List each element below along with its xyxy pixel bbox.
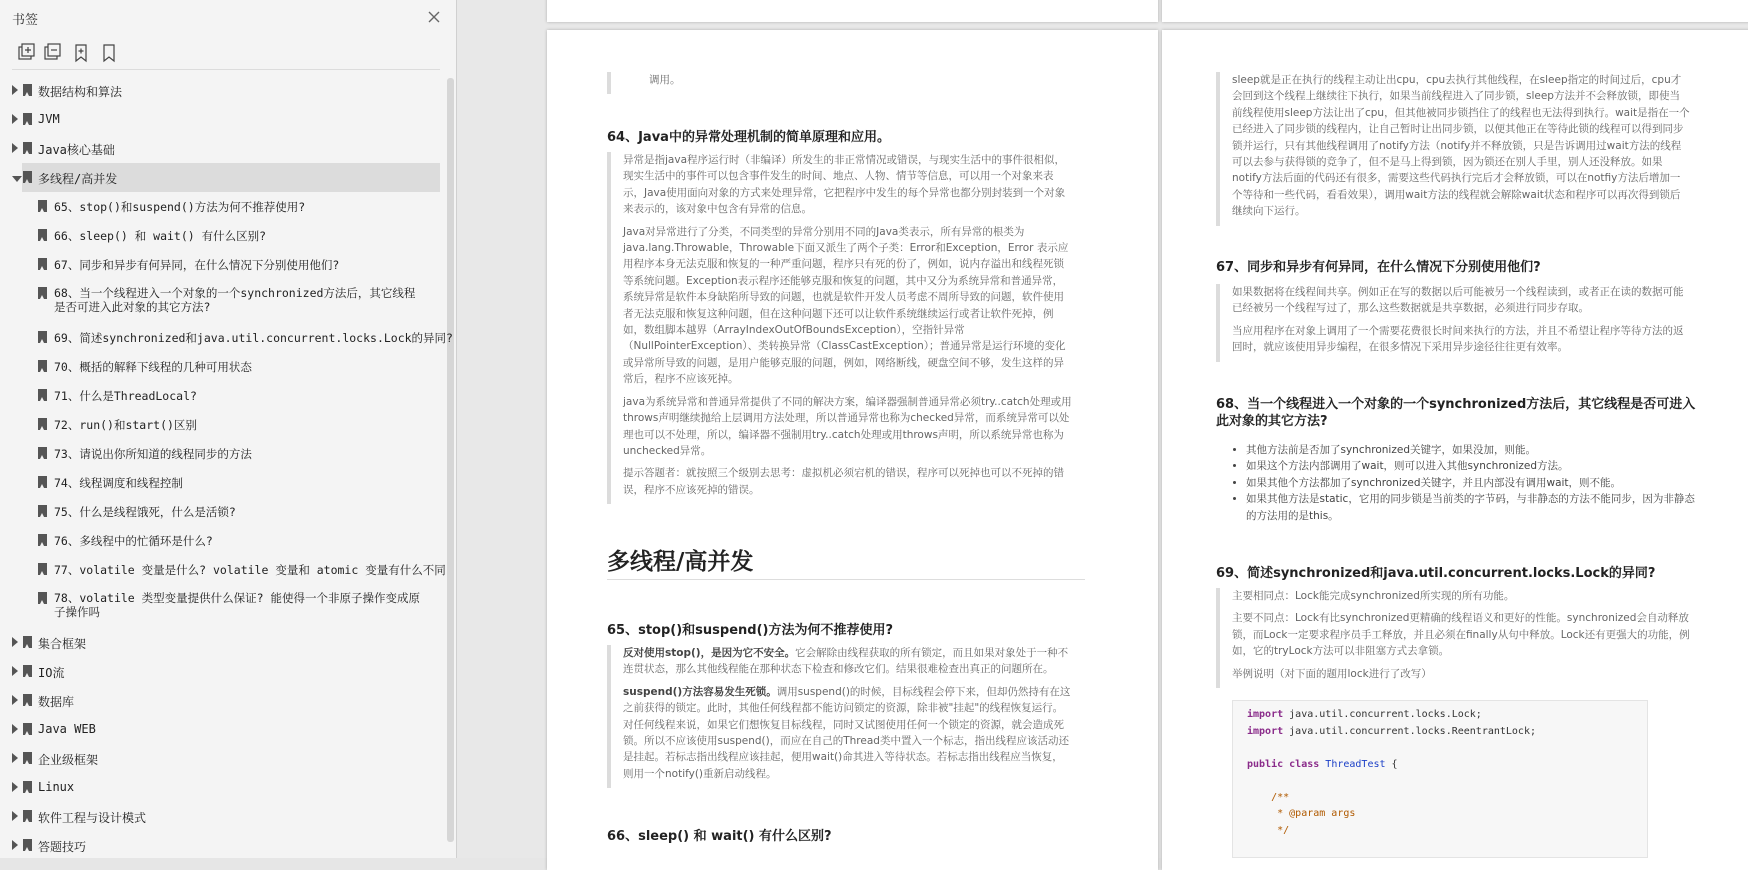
code-text: { [1391,758,1398,770]
bookmark-icon [38,258,47,270]
close-icon[interactable] [424,7,444,27]
bookmark-item[interactable] [0,715,446,744]
bookmark-icon [23,723,32,735]
paragraph: 当应用程序在对象上调用了一个需要花费很长时间来执行的方法，并且不希望让程序等待方法的返回时，就应该使用异步编程，在很多情况下采用异步途径往往更有效率。 [1232,324,1684,354]
code-keyword: import [1247,709,1284,720]
bookmark-icon [23,839,32,851]
bookmark-item[interactable] [0,657,446,686]
bookmark-label: 74、线程调度和线程控制 [54,476,183,490]
code-keyword: import [1247,725,1284,737]
code-text: java.util.concurrent.locks.ReentrantLock; [1289,725,1536,737]
bookmark-child-item[interactable] [0,468,446,497]
code-text: java.util.concurrent.locks.Lock; [1289,709,1482,720]
bookmark-label: 数据库 [38,695,75,709]
paragraph: 主要不同点：Lock有比synchronized更精确的线程语义和更好的性能。synchronized会自动释放锁，而Lock一定要求程序员手工释放，并且必须在finally从句中释放。Lock还有更强大的功能，例如，它的tryLock方法可以非阻塞方式去拿锁。 [1232,612,1690,658]
paragraph: sleep就是正在执行的线程主动让出cpu，cpu去执行其他线程，在sleep指定的时间过后，cpu才会回到这个线程上继续往下执行，如果当前线程进入了同步锁，sleep方法并不会释放锁，即使当前线程使用sleep方法让出了cpu，但其他被同步锁挡住了的线程也无法得到执行。wait是指在一个已经进入了同步锁的线程内，让自己暂时让出同步锁，以便其他正在等待此锁的线程可以得到同步锁并运行，只有其他线程调用了notify方法（notify并不释放锁，只是告诉调用过wait方法的线程可以去参与获得锁的竞争了，但不是马上得到锁，因为锁还在别人手里，别人还没释放。如果notify方法后面的代码还有很多，需要这些代码执行完后才会释放锁，可以在notfiy方法后增加一个等待和一些代码，看看效果），调用wait方法的线程就会解除wait状态和程序可以再次得到锁后继续向下运行。 [1232,74,1690,218]
collapse-all-icon[interactable] [41,42,63,64]
paragraph [623,645,1073,678]
bookmark-label: 多线程/高并发 [38,172,118,186]
bookmark-icon [38,389,47,401]
bookmark-icon [23,171,32,183]
bookmark-label: 71、什么是ThreadLocal? [54,389,197,403]
bookmark-label: 77、volatile 变量是什么? volatile 变量和 atomic 变量有什么不同 [54,563,446,577]
heading-66: 66、sleep() 和 wait() 有什么区别? [607,829,832,844]
bookmark-icon [38,592,47,604]
expand-arrow-icon[interactable] [12,811,18,821]
bookmark-child-item[interactable] [0,526,446,555]
text: 调用suspend()的时候，目标线程会停下来，但却仍然持有在这之前获得的锁定。此时，其他任何线程都不能访问锁定的资源，除非被"挂起"的线程恢复运行。对任何线程来说，如果它们想恢复目标线程，同时又试图使用任何一个锁定的资源，就会造成死锁。所以不应该使用suspend()，而应在自己的Thread类中置入一个标志，指出线程应该活动还是挂起。若标志指出线程应该挂起，便用wait()命其进入等待状态。若标志指出线程应当恢复，则用一个notify()重新启动线程。 [623,685,1071,780]
bookmark-label: Linux [38,780,75,794]
list-item: • 如果其他方法是static，它用的同步锁是当前类的字节码，与非静态的方法不能同步，因为非静态的方法用的是this。 [1246,491,1698,524]
bookmark-icon [38,418,47,430]
bookmarks-toolbar [0,38,456,68]
code-comment: * @param args [1271,808,1356,819]
section-divider [607,579,1085,580]
bookmark-icon [38,360,47,372]
bookmark-icon [23,84,32,96]
blockquote-69 [1216,588,1690,688]
document-page-right [1162,30,1748,870]
bookmark-icon [38,200,47,212]
bookmark-label: IO流 [38,666,65,680]
bookmark-child-item[interactable] [0,323,453,352]
bookmark-icon [23,752,32,764]
previous-page-left [547,0,1158,22]
expand-arrow-icon[interactable] [12,114,18,124]
bookmark-icon [38,447,47,459]
expand-arrow-icon[interactable] [12,85,18,95]
bookmark-item[interactable] [0,831,446,858]
bookmark-tree [0,76,453,858]
bookmarks-header [0,0,456,34]
bold-text: 反对使用stop()，是因为它不安全。 [623,647,796,659]
toolbar-divider [12,69,440,70]
heading-69: 69、简述synchronized和java.util.concurrent.locks.Lock的异同? [1216,566,1656,581]
code-comment: */ [1271,824,1290,836]
expand-all-icon[interactable] [15,42,37,64]
bullet-list-68 [1228,442,1698,524]
paragraph: java为系统异常和普通异常提供了不同的解决方案，编译器强制普通异常必须try..catch处理或用throws声明继续抛给上层调用方法处理，所以普通异常也称为checked异常，而系统异常可以处理也可以不处理，所以，编译器不强制用try..catch处理或用throws声明，所以系统异常也称为unchecked异常。 [623,395,1072,457]
expand-arrow-icon[interactable] [12,840,18,850]
paragraph: 主要相同点：Lock能完成synchronized所实现的所有功能。 [1232,590,1515,602]
bookmark-icon [38,229,47,241]
paragraph: 举例说明（对下面的题用lock进行了改写） [1232,667,1432,680]
text: 它会解除由线程获取的所有锁定，而且如果对象处于一种不连贯状态，那么其他线程能在那种状态下检查和修改它们。结果很难检查出真正的问题所在。 [623,647,1069,676]
heading-65: 65、stop()和suspend()方法为何不推荐使用? [607,623,894,638]
bookmark-label: 66、sleep() 和 wait() 有什么区别? [54,229,267,243]
bookmark-label: 软件工程与设计模式 [38,811,147,825]
paragraph: Java对异常进行了分类，不同类型的异常分别用不同的Java类表示，所有异常的根类为java.lang.Throwable，Throwable下面又派生了两个子类：Error和Exception，Error 表示应用程序本身无法克服和恢复的一种严重问题，程序只有死的份了，例如，说内存溢出和线程死锁等系统问题。Exception表示程序还能够克服和恢复的问题，其中又分为系统异常和普通异常，系统异常是软件本身缺陷所导致的问题，也就是软件开发人员考虑不周所导致的问题，软件使用者无法克服和恢复这种问题，但在这种问题下还可以让软件系统继续运行或者让软件死掉，例如，数组脚本越界（ArrayIndexOutOfBoundsException），空指针异常（NullPointerException）、类转换异常（ClassCastException）；普通异常是运行环境的变化或异常所导致的问题，是用户能够克服的问题，例如，网络断线，硬盘空间不够，发生这样的异常后，程序不应该死掉。 [623,225,1069,386]
expand-arrow-icon[interactable] [12,143,18,153]
expand-arrow-icon[interactable] [12,724,18,734]
bookmark-label: JVM [38,112,60,126]
expand-arrow-icon[interactable] [12,637,18,647]
add-bookmark-icon[interactable] [70,42,92,64]
expand-arrow-icon[interactable] [12,753,18,763]
bookmark-item[interactable] [0,628,446,657]
blockquote [607,72,1069,94]
bookmark-item[interactable] [0,773,446,802]
heading-64: 64、Java中的异常处理机制的简单原理和应用。 [607,130,890,145]
code-comment: /** [1271,791,1290,803]
section-title: 多线程/高并发 [607,549,754,575]
document-page-left [547,30,1158,870]
bookmark-label: 73、请说出你所知道的线程同步的方法 [54,447,252,461]
bookmark-icon [23,810,32,822]
bookmark-label: 70、概括的解释下线程的几种可用状态 [54,360,252,374]
bookmark-label: Java WEB [38,722,96,736]
bookmark-child-item[interactable] [0,439,446,468]
heading-68: 68、当一个线程进入一个对象的一个synchronized方法后，其它线程是否可进入此对象的其它方法? [1216,397,1696,429]
bookmark-item[interactable] [0,686,446,715]
bookmark-item[interactable] [0,134,446,163]
previous-page-right [1162,0,1748,22]
bookmarks-title: 书签 [12,13,39,28]
bookmark-label: 69、简述synchronized和java.util.concurrent.locks.Lock的异同? [54,331,453,345]
code-keyword: class [1289,758,1320,770]
bookmark-icon[interactable] [98,42,120,64]
bookmark-icon [38,563,47,575]
list-item: • 如果其他个方法都加了synchronized关键字，并且内部没有调用wait，则不能。 [1246,475,1698,491]
bookmark-label: 答题技巧 [38,840,87,854]
paragraph: 如果数据将在线程间共享。例如正在写的数据以后可能被另一个线程读到，或者正在读的数据可能已经被另一个线程写过了，那么这些数据就是共享数据，必须进行同步存取。 [1232,286,1684,315]
bookmark-label: 76、多线程中的忙循环是什么? [54,534,213,548]
bookmark-icon [38,476,47,488]
bookmark-item[interactable] [0,105,446,134]
bookmark-icon [23,113,32,125]
paragraph: 提示答题者：就按照三个级别去思考：虚拟机必须宕机的错误，程序可以死掉也可以不死掉的错误，程序不应该死掉的错误。 [623,467,1064,496]
bookmark-icon [23,142,32,154]
bookmark-child-item[interactable] [0,381,446,410]
bookmark-label: 数据结构和算法 [38,85,123,99]
document-viewport[interactable] [457,0,1748,858]
expand-arrow-icon[interactable] [12,666,18,676]
bookmark-child-item[interactable] [0,352,446,381]
blockquote-64 [607,152,1073,504]
bold-text: suspend()方法容易发生死锁。 [623,685,777,698]
bookmark-icon [23,665,32,677]
bookmark-item-selected-wrap [0,163,446,192]
bookmark-label: Java核心基础 [38,143,115,157]
collapse-arrow-icon[interactable] [12,176,22,182]
bookmark-icon [38,505,47,517]
quote-text: 调用。 [649,74,681,86]
blockquote-67 [1216,284,1690,362]
bookmark-child-item[interactable] [0,410,446,439]
heading-67: 67、同步和异步有何异同，在什么情况下分别使用他们? [1216,260,1541,275]
bookmark-child-item[interactable] [0,279,446,323]
paragraph: 异常是指java程序运行时（非编译）所发生的非正常情况或错误，与现实生活中的事件很相似，现实生活中的事件可以包含事件发生的时间、地点、人物、情节等信息，可以用一个对象来表示，Java使用面向对象的方式来处理异常，它把程序中发生的每个异常也都分别封装到一个对象来表示的，该对象中包含有异常的信息。 [623,154,1066,216]
bookmark-child-item[interactable] [0,221,446,250]
bookmark-icon [38,287,47,299]
sidebar-scrollbar[interactable] [447,78,454,842]
bookmark-label: 78、volatile 类型变量提供什么保证? 能使得一个非原子操作变成原子操作吗 [54,591,421,619]
bookmark-child-item[interactable] [0,192,446,221]
bookmark-child-item[interactable] [0,250,446,279]
bookmark-label: 72、run()和start()区别 [54,418,197,432]
expand-arrow-icon[interactable] [12,782,18,792]
code-keyword: public [1247,758,1284,770]
code-block[interactable] [1232,700,1648,858]
bookmark-label: 67、同步和异步有何异同，在什么情况下分别使用他们? [54,258,340,272]
bookmark-icon [38,331,47,343]
expand-arrow-icon[interactable] [12,695,18,705]
bookmark-icon [23,781,32,793]
bookmark-icon [38,534,47,546]
bookmark-item[interactable] [0,744,446,773]
blockquote-66 [1216,72,1690,226]
bookmark-item[interactable] [0,76,446,105]
bookmark-label: 企业级框架 [38,753,99,767]
bookmark-label: 68、当一个线程进入一个对象的一个synchronized方法后，其它线程是否可进入此对象的其它方法? [54,286,416,314]
bookmark-label: 75、什么是线程饿死，什么是活锁? [54,505,236,519]
bookmark-item-selected[interactable] [22,163,440,192]
bookmark-child-item[interactable] [0,497,446,526]
bookmarks-panel [0,0,457,858]
bookmark-child-item[interactable] [0,584,446,628]
bookmark-label: 65、stop()和suspend()方法为何不推荐使用? [54,200,306,214]
paragraph [623,684,1073,782]
blockquote-65 [607,645,1073,788]
bookmark-item[interactable] [0,802,446,831]
list-item: • 其他方法前是否加了synchronized关键字，如果没加，则能。 [1246,442,1698,458]
bookmark-icon [23,694,32,706]
bookmark-child-item[interactable] [0,555,446,584]
bookmark-label: 集合框架 [38,637,87,651]
code-class-name: ThreadTest [1325,758,1386,770]
list-item: • 如果这个方法内部调用了wait，则可以进入其他synchronized方法。 [1246,458,1698,474]
bookmark-icon [23,636,32,648]
